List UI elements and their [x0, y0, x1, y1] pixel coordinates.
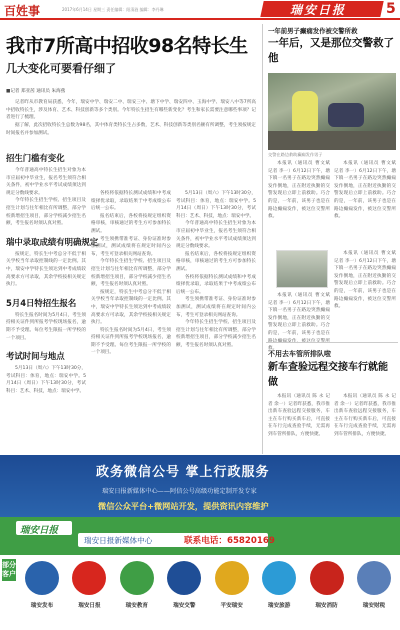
client-logo — [352, 561, 396, 627]
ad-contact-label: 瑞安日报新媒体中心 — [84, 536, 153, 545]
ad-logo: 瑞安日报 — [20, 525, 59, 536]
story-divider — [266, 342, 398, 343]
client-icon — [310, 561, 344, 595]
client-icon — [25, 561, 59, 595]
ad-line-1: 政务微信公号 掌上行政服务 — [96, 465, 270, 480]
ground — [268, 131, 396, 150]
section-body: 今年特长生招生学校、招生项目及招生计划与往年相比有所调整，部分学校新增招生项目，部分学校减少招生名额，考生报名时须认真对照。 — [6, 198, 86, 227]
section-body: 今年普通高中特长生招生对象为本市应届初中毕业生，报名考生须符合相关条件，初中学业水平考试成绩须达到规定分数线要求。 — [176, 221, 256, 250]
page-number: 5 — [386, 1, 396, 17]
story2-body-col-4: 本报讯（通讯员 曹文斌 记者 李一）6月12日下午，塘下镇一名男子在路边突然癫痫发作倒地，正在附近执勤的交警发现后立即上前救助。巧合的是，一年前，该男子也是在路边癫痫发作，被这位交警所救。 — [334, 251, 396, 310]
section-body: 按规定，特长生中考总分不低于相关学校当年录取控制线的一定比例。其中，瑞安中学特长生须达到中考成绩较高要求方可录取，其余学校按相关规定执行。 — [6, 251, 86, 288]
client-name: 瑞安发布 — [30, 603, 54, 609]
section-body: 各校将依据特长测试成绩和中考成绩择优录取，录取结果于中考成绩公布后统一公布。 — [91, 191, 171, 212]
story3-headline: 不用去车管所排队啦 — [268, 350, 331, 358]
ad-phone: 联系电话：65820169 — [184, 536, 275, 546]
story3-body-col-1: 本报讯（通讯员 陈 永 记者 余一）记者昨获悉，我市推出新车查验远程交接服务，车主在车行购买新车后，可直接在车行完成查验手续，无需再到车管所排队，方便快捷。 — [268, 394, 330, 437]
lead-headline: 我市7所高中招收98名特长生 — [6, 35, 248, 57]
story3-subhead: 新车查验远程交接车行就能做 — [268, 362, 388, 388]
section-body: 5月13日（周六）下午13时30分，考试科目：体育，地点：瑞安中学。5月14日（周日）下午13时30分，考试科目：艺术、科技，地点：瑞安中学。 — [176, 191, 256, 219]
section-title: 5月4日特招生报名 — [6, 297, 77, 308]
story2-headline: 一年前男子癫痫发作被交警所救 — [268, 27, 358, 35]
lead-intro-2: 据了解，此次招收特长生总数为98名，其中体育类特长生占多数，艺术、科技创新等类别名额有所调整，考生须按规定时间报名并参加测试。 — [6, 123, 256, 136]
dateline: 2017年6月14日 星期三 责任编辑：阳清涟 编辑：李丹琳 — [62, 7, 164, 12]
lead-column-1 — [6, 144, 99, 444]
story3-body-col-2: 本报讯（通讯员 陈 永 记者 余一）记者昨获悉，我市推出新车查验远程交接服务，车主在车行购买新车后，可直接在车行完成查验手续，无需再到车管所排队，方便快捷。 — [334, 394, 396, 437]
ad-line-2: 瑞安日报新媒体中心——阿信公号高级功能定制开发专家 — [102, 488, 257, 495]
client-logos — [20, 561, 396, 627]
client-icon — [120, 561, 154, 595]
ad-line-3: 微信公众平台+微网站开发，提供资讯内容维护 — [98, 501, 269, 511]
page-header — [0, 0, 400, 20]
client-icon — [215, 561, 249, 595]
section-body: 特长生报名时间为5月4日，考生须持相关证件到所报考学校现场报名，逾期不予受理。每位考生限报一所学校的一个项目。 — [91, 327, 171, 356]
story2-body-col-2: 本报讯（通讯员 曹文斌 记者 李一）6月12日下午，塘下镇一名男子在路边突然癫痫发作倒地，正在附近执勤的交警发现后立即上前救助。巧合的是，一年前，该男子也是在路边癫痫发作，被这位交警所救。 — [334, 161, 396, 220]
client-icon — [262, 561, 296, 595]
client-name: 瑞安旅游 — [267, 603, 291, 609]
officer-figure — [292, 91, 318, 131]
client-name: 瑞安交警 — [173, 603, 196, 609]
ad-side-label: 部分客户 — [2, 559, 16, 581]
person-figure — [328, 103, 364, 127]
section-body: 考生须携带准考证、身份证准时参加测试，测试成绩将在规定时间内公布，考生可登录相关网站查询。 — [91, 236, 171, 257]
client-name: 瑞安财税 — [362, 603, 386, 609]
section-body: 报名结束后，各校将按规定组织资格审核，审核通过的考生方可参加特长测试。 — [176, 251, 256, 272]
lead-subhead: 几大变化可要看仔细了 — [6, 62, 116, 75]
lead-byline: ■记者 郑亚茜 通讯员 朱海燕 — [6, 89, 66, 94]
section-body: 各校将依据特长测试成绩和中考成绩择优录取，录取结果于中考成绩公布后统一公布。 — [176, 274, 256, 295]
client-icon — [167, 561, 201, 595]
client-logo — [20, 561, 64, 627]
photo-caption: 交警在路边救助癫痫发作男子 — [268, 152, 323, 157]
ad-banner — [0, 455, 400, 630]
story2-body-col-3: 本报讯（通讯员 曹文斌 记者 李一）6月12日下午，塘下镇一名男子在路边突然癫痫发作倒地，正在附近执勤的交警发现后立即上前救助。巧合的是，一年前，该男子也是在 救。 — [268, 293, 330, 352]
client-icon — [357, 561, 391, 595]
column-divider — [262, 24, 263, 454]
section-body: 今年特长生招生学校、招生项目及招生计划与往年相比有所调整，部分学校新增招生项目，部分学校减少招生名额，考生报名时须认真对照。 — [176, 320, 256, 348]
story2-photo — [268, 73, 396, 150]
paper-name: 瑞安日报 — [290, 3, 347, 17]
client-logo — [67, 561, 111, 627]
section-body: 报名结束后，各校将按规定组织资格审核，审核通过的考生方可参加特长测试。 — [91, 213, 171, 234]
story2-body-col-1: 本报讯（通讯员 曹文斌 记者 李一）6月12日下午，塘下镇一名男子在路边突然癫痫发作倒地，正在附近执勤的交警发现后立即上前救助。巧合的是，一年前，该男子也是在路边癫痫发作，被这位交警所救。 — [268, 161, 330, 220]
client-logo — [257, 561, 301, 627]
lead-column-2 — [91, 190, 171, 444]
section-body: 按规定，特长生中考总分不低于相关学校当年录取控制线的一定比例。其中，瑞安中学特长生须达到中考成绩较高要求方可录取，其余学校按相关规定执行。 — [91, 289, 171, 326]
client-logo — [210, 561, 254, 627]
section-body: 今年特长生招生学校、招生项目及招生计划与往年相比有所调整，部分学校新增招生项目，部分学校减少招生名额，考生报名时须认真对照。 — [91, 259, 171, 288]
client-icon — [72, 561, 106, 595]
section-name: 百姓事 — [4, 4, 41, 18]
section-title: 考试时间与地点 — [6, 351, 65, 362]
client-name: 瑞安日报 — [78, 603, 101, 609]
section-title: 招生门槛有变化 — [6, 153, 65, 163]
section-body: 5月13日（周六）下午13时30分，考试科目：体育，地点：瑞安中学。5月14日（周日）下午13时30分，考试科目：艺术、科技，地点：瑞安中学。 — [6, 366, 86, 394]
client-name: 瑞安消防 — [315, 603, 338, 609]
lead-intro: 记者昨从市教育局获悉，今年，瑞安中学、瑞安二中、瑞安三中、塘下中学、瑞安四中、玉海中学、瑞安八中等7所高中招收特长生，涉及体育、艺术、科技创新等多个类别。今年特长生招生有哪些新变化？考生和家长需要注意哪些事项？记者进行了梳理。 — [6, 100, 256, 121]
client-logo — [162, 561, 206, 627]
client-logo — [305, 561, 349, 627]
section-body: 特长生报名时间为5月4日，考生须持相关证件到所报考学校现场报名，逾期不予受理。每位考生限报一所学校的一个项目。 — [6, 312, 86, 341]
lead-column-3 — [176, 190, 256, 444]
section-body: 今年普通高中特长生招生对象为本市应届初中毕业生，报名考生须符合相关条件，初中学业水平考试成绩须达到规定分数线要求。 — [6, 168, 86, 196]
client-logo — [115, 561, 159, 627]
client-name: 平安瑞安 — [220, 603, 243, 609]
story2-subhead: 一年后，又是那位交警救了他 — [268, 37, 394, 64]
story2-inset-photo — [276, 250, 328, 288]
section-body: 考生须携带准考证、身份证准时参加测试，测试成绩将在规定时间内公布，考生可登录相关网站查询。 — [176, 297, 256, 318]
client-name: 瑞安教育 — [125, 603, 149, 609]
section-title: 瑞中录取成绩有明确规定 — [6, 236, 99, 247]
